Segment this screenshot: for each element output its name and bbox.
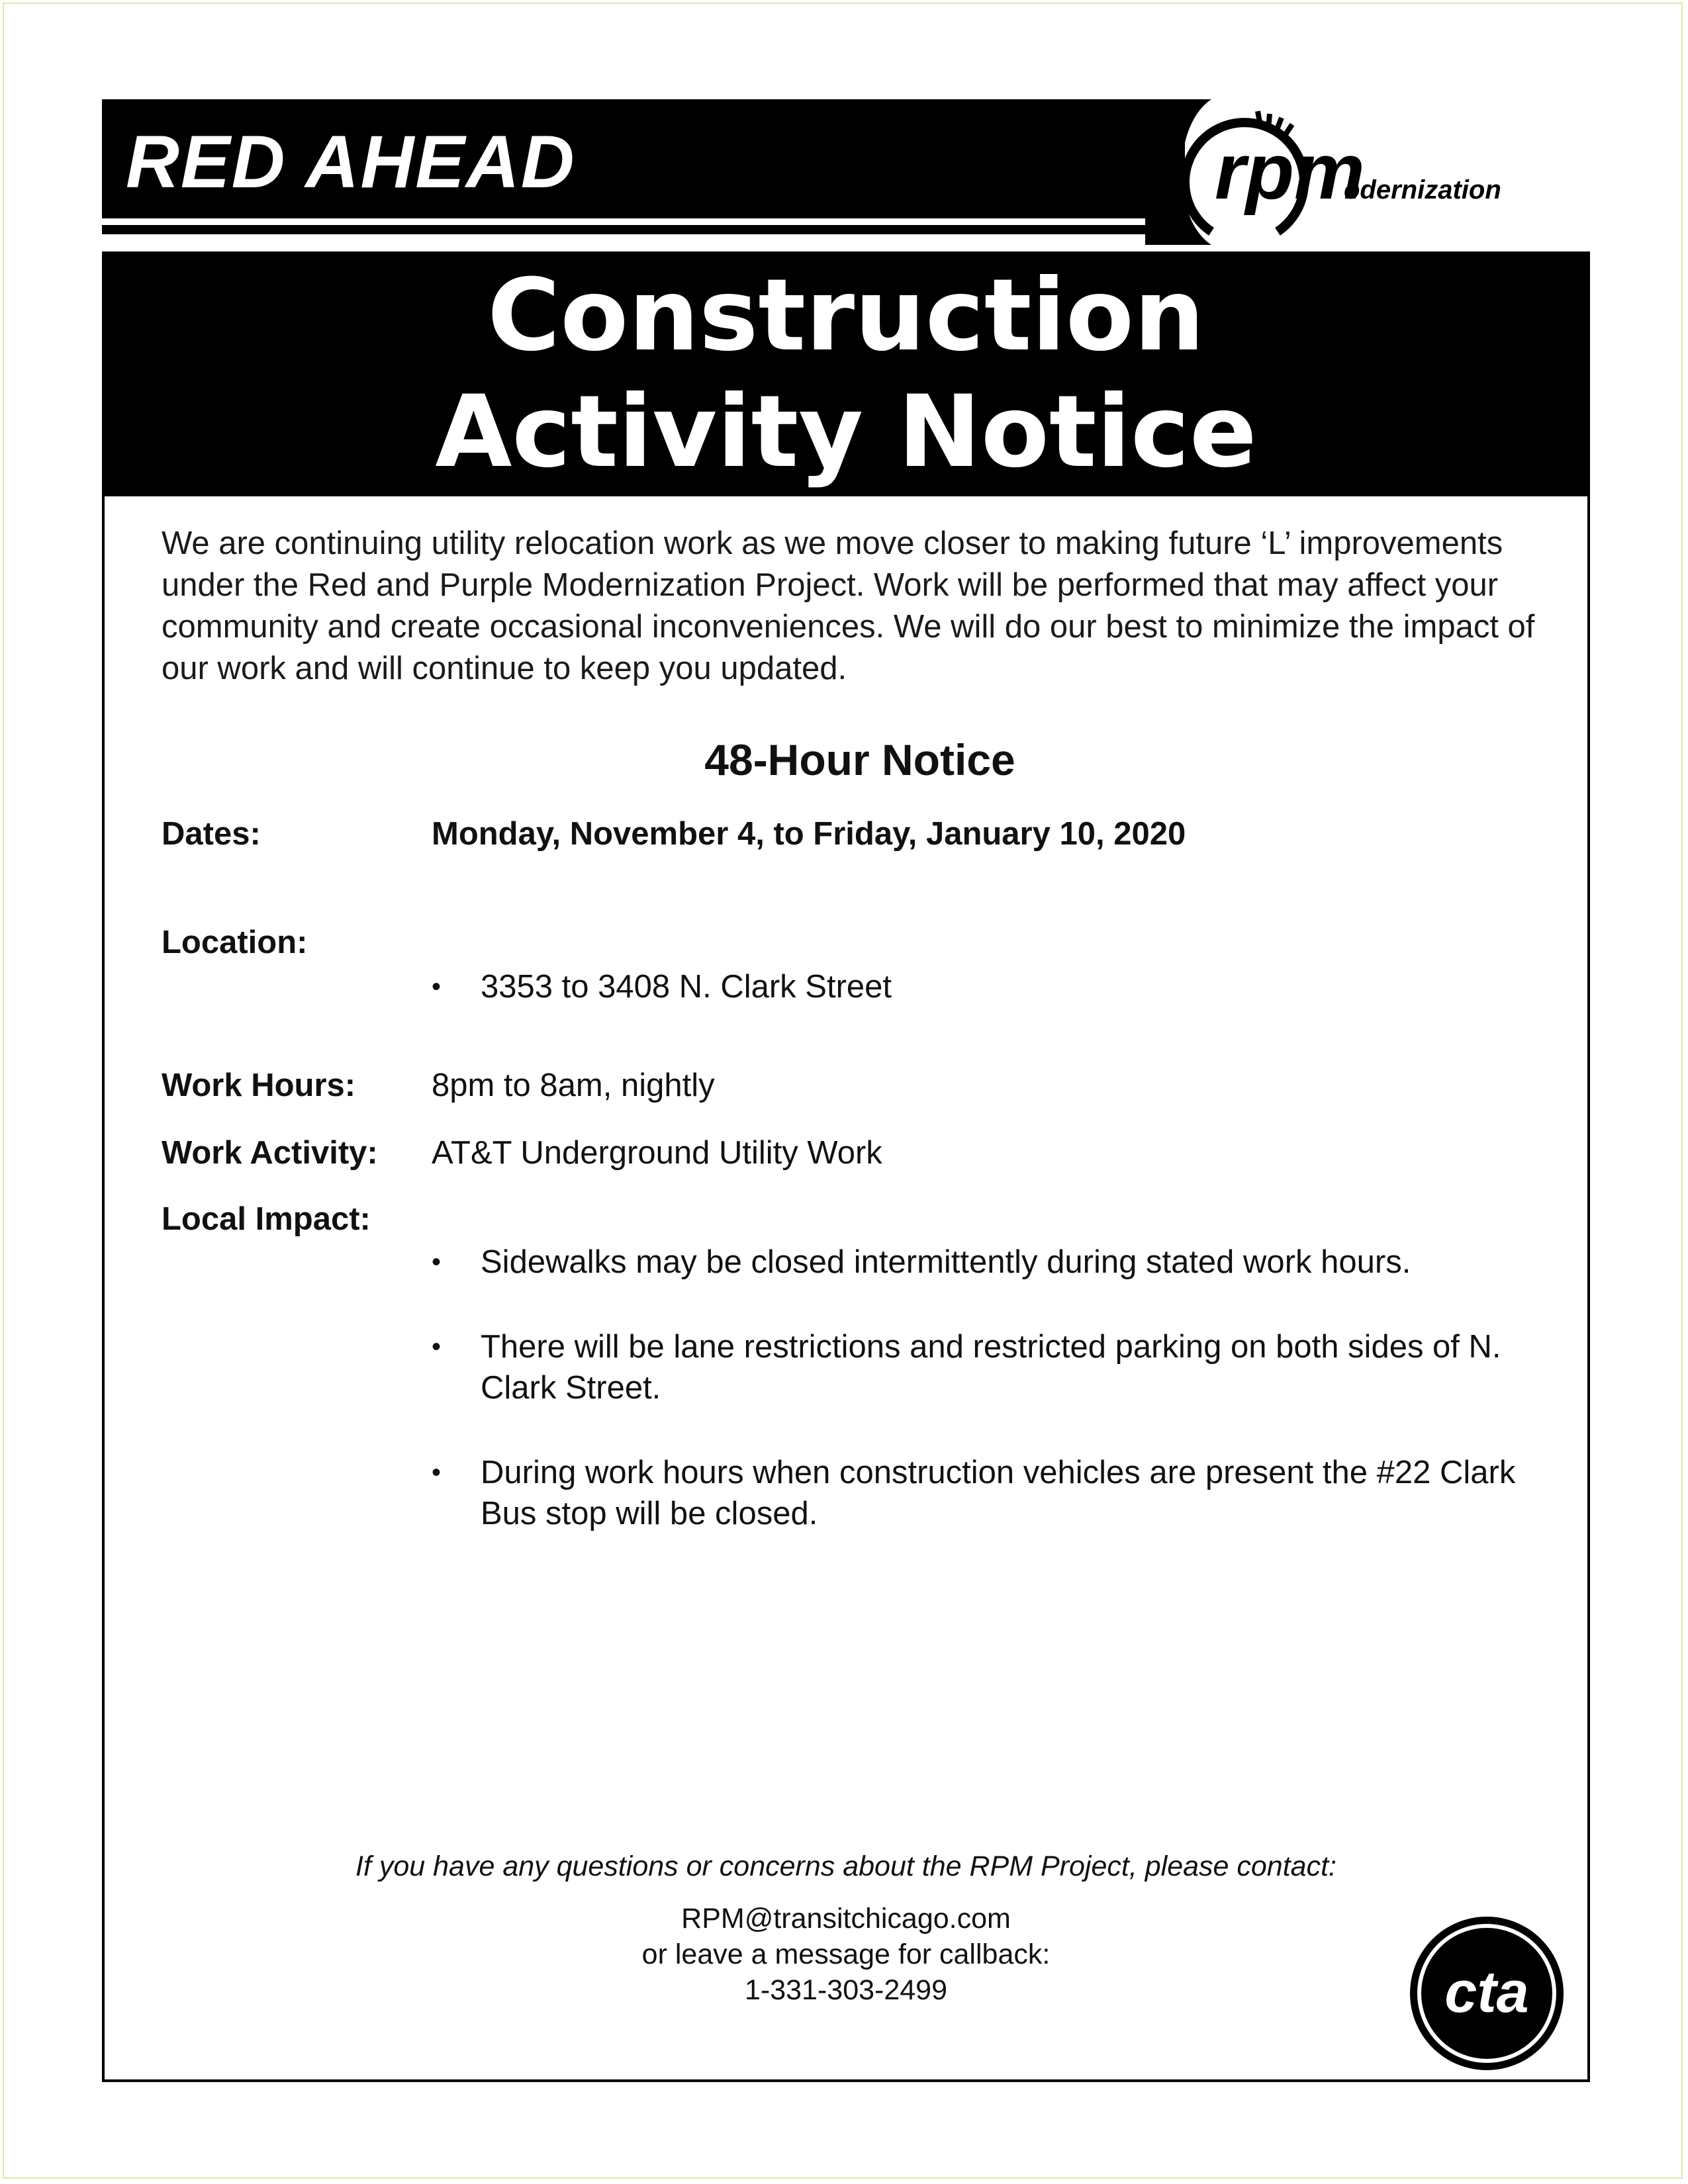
bullet-icon: •	[432, 1248, 442, 1277]
location-item	[432, 966, 1570, 1007]
rpm-modernization-logo-icon	[1145, 99, 1569, 245]
work-hours-value: 8pm to 8am, nightly	[432, 1068, 715, 1103]
header-stripe	[102, 225, 1188, 234]
impact-item	[432, 1242, 1570, 1283]
rpm-initials: rpm	[1215, 127, 1365, 216]
local-impact-label: Local Impact:	[162, 1201, 371, 1237]
contact-email[interactable]: RPM@transitchicago.com	[681, 1903, 1011, 1934]
bullet-icon: •	[432, 972, 442, 1001]
location-text: 3353 to 3408 N. Clark Street	[481, 969, 892, 1005]
impact-text: There will be lane restrictions and restricted parking on both sides of N. Clark Street.	[481, 1329, 1501, 1406]
contact-alt: or leave a message for callback:	[641, 1938, 1051, 1970]
contact-question: If you have any questions or concerns about the RPM Project, please contact:	[355, 1850, 1336, 1882]
page-title-line1: Construction	[487, 258, 1205, 373]
bullet-icon: •	[432, 1332, 442, 1361]
rpm-word: odernization	[1344, 175, 1501, 205]
bullet-icon: •	[432, 1458, 442, 1487]
notice-heading: 48-Hour Notice	[704, 735, 1015, 784]
cta-logo-icon	[1407, 1914, 1566, 2073]
intro-paragraph: We are continuing utility relocation work as we move closer to making future ‘L’ improvements under the Red and Purple Modernization Project. Work will be performed that may affect your community and create occasional inconveniences. We will do our best to minimize the impact of our work and will continue to keep you updated.	[162, 525, 1535, 686]
impact-item	[432, 1326, 1570, 1408]
impact-text: During work hours when construction vehicles are present the #22 Clark Bus stop will be closed.	[481, 1455, 1516, 1531]
impact-item	[432, 1452, 1570, 1534]
cta-text: cta	[1444, 1959, 1529, 2025]
work-activity-label: Work Activity:	[162, 1135, 378, 1171]
dates-value: Monday, November 4, to Friday, January 10, 2020	[432, 816, 1186, 852]
location-label: Location:	[162, 925, 308, 960]
dates-label: Dates:	[162, 816, 261, 852]
contact-phone[interactable]: 1-331-303-2499	[744, 1974, 948, 2006]
page-title-line2: Activity Notice	[435, 375, 1257, 490]
work-hours-label: Work Hours:	[162, 1068, 356, 1103]
red-ahead-logo: RED AHEAD	[126, 120, 576, 203]
work-activity-value: AT&T Underground Utility Work	[432, 1135, 882, 1171]
impact-text: Sidewalks may be closed intermittently during stated work hours.	[481, 1244, 1411, 1280]
